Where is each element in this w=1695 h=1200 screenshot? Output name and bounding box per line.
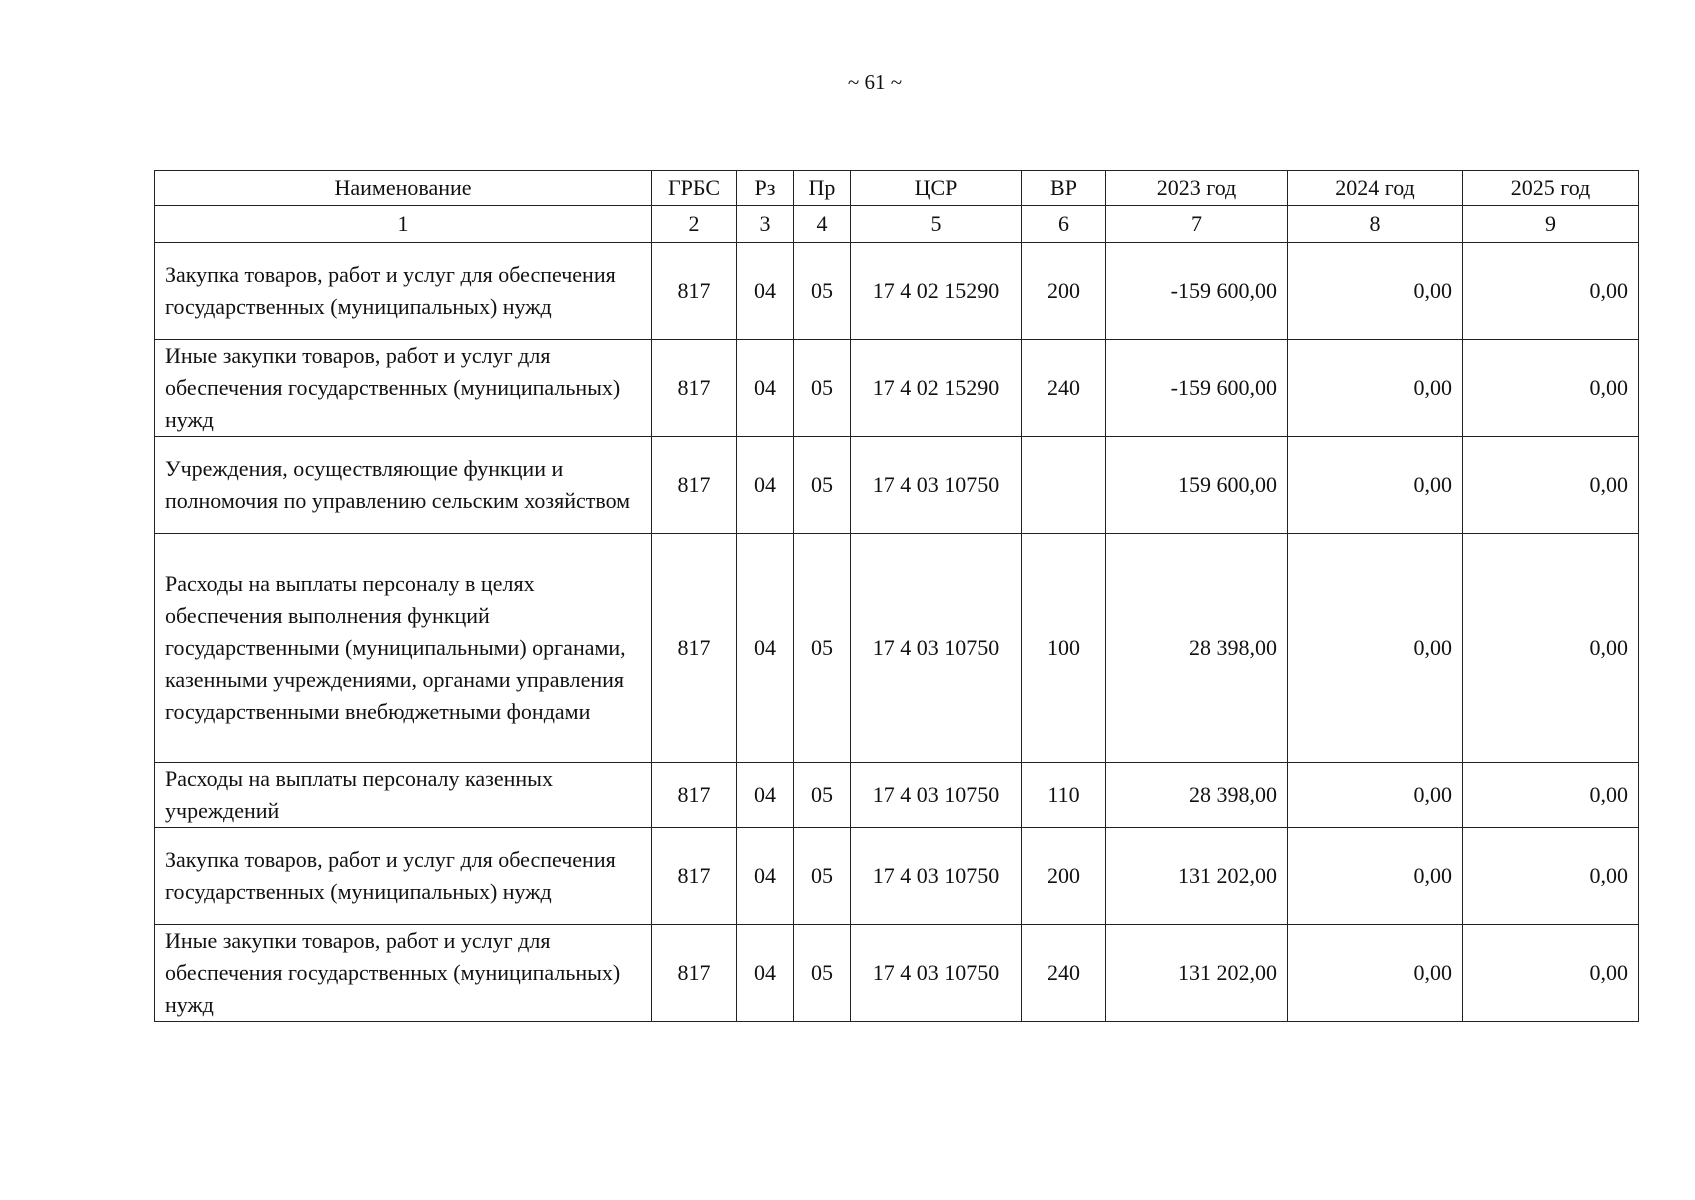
column-number: 1 <box>155 206 652 243</box>
column-number: 4 <box>794 206 851 243</box>
row-rz: 04 <box>737 243 794 340</box>
row-2024: 0,00 <box>1288 828 1463 925</box>
row-vr: 200 <box>1022 828 1106 925</box>
row-vr: 240 <box>1022 340 1106 437</box>
column-number-row <box>155 206 1639 243</box>
row-2024: 0,00 <box>1288 340 1463 437</box>
row-grbs: 817 <box>652 534 737 763</box>
column-number: 9 <box>1463 206 1639 243</box>
row-rz: 04 <box>737 340 794 437</box>
row-rz: 04 <box>737 437 794 534</box>
table-row <box>155 534 1639 763</box>
row-2025: 0,00 <box>1463 437 1639 534</box>
table-row <box>155 828 1639 925</box>
table-row <box>155 243 1639 340</box>
header-csr: ЦСР <box>851 171 1022 206</box>
row-pr: 05 <box>794 828 851 925</box>
row-vr: 240 <box>1022 925 1106 1022</box>
row-2024: 0,00 <box>1288 243 1463 340</box>
row-rz: 04 <box>737 828 794 925</box>
header-2025: 2025 год <box>1463 171 1639 206</box>
row-grbs: 817 <box>652 828 737 925</box>
row-2024: 0,00 <box>1288 925 1463 1022</box>
table-row <box>155 925 1639 1022</box>
row-rz: 04 <box>737 534 794 763</box>
column-number: 5 <box>851 206 1022 243</box>
row-2025: 0,00 <box>1463 828 1639 925</box>
column-number: 2 <box>652 206 737 243</box>
row-csr: 17 4 02 15290 <box>851 243 1022 340</box>
table-row <box>155 340 1639 437</box>
page-number: ~ 61 ~ <box>847 70 903 94</box>
row-pr: 05 <box>794 763 851 828</box>
row-csr: 17 4 03 10750 <box>851 828 1022 925</box>
row-pr: 05 <box>794 534 851 763</box>
row-grbs: 817 <box>652 340 737 437</box>
row-grbs: 817 <box>652 763 737 828</box>
row-2024: 0,00 <box>1288 534 1463 763</box>
row-2023: 131 202,00 <box>1106 828 1288 925</box>
row-csr: 17 4 03 10750 <box>851 534 1022 763</box>
row-2023: 28 398,00 <box>1106 763 1288 828</box>
header-row <box>155 171 1639 206</box>
header-grbs: ГРБС <box>652 171 737 206</box>
row-csr: 17 4 03 10750 <box>851 925 1022 1022</box>
row-2023: 28 398,00 <box>1106 534 1288 763</box>
row-name: Расходы на выплаты персоналу в целях обеспечения выполнения функций государственными (муниципальными) органами, казенными учреждениями, органами управления государственными внебюджетными фондами <box>155 534 652 763</box>
row-2025: 0,00 <box>1463 340 1639 437</box>
row-pr: 05 <box>794 437 851 534</box>
row-name: Расходы на выплаты персоналу казенных учреждений <box>155 763 652 828</box>
row-2023: 159 600,00 <box>1106 437 1288 534</box>
row-name: Иные закупки товаров, работ и услуг для обеспечения государственных (муниципальных) нужд <box>155 340 652 437</box>
row-name: Иные закупки товаров, работ и услуг для обеспечения государственных (муниципальных) нужд <box>155 925 652 1022</box>
row-2024: 0,00 <box>1288 763 1463 828</box>
row-grbs: 817 <box>652 925 737 1022</box>
row-2024: 0,00 <box>1288 437 1463 534</box>
header-vr: ВР <box>1022 171 1106 206</box>
row-rz: 04 <box>737 763 794 828</box>
row-2025: 0,00 <box>1463 763 1639 828</box>
row-2023: -159 600,00 <box>1106 243 1288 340</box>
row-pr: 05 <box>794 243 851 340</box>
row-csr: 17 4 02 15290 <box>851 340 1022 437</box>
row-name: Учреждения, осуществляющие функции и полномочия по управлению сельским хозяйством <box>155 437 652 534</box>
row-name: Закупка товаров, работ и услуг для обеспечения государственных (муниципальных) нужд <box>155 243 652 340</box>
row-2023: -159 600,00 <box>1106 340 1288 437</box>
row-vr <box>1022 437 1106 534</box>
column-number: 7 <box>1106 206 1288 243</box>
row-grbs: 817 <box>652 437 737 534</box>
table-row <box>155 437 1639 534</box>
row-csr: 17 4 03 10750 <box>851 437 1022 534</box>
column-number: 8 <box>1288 206 1463 243</box>
header-2023: 2023 год <box>1106 171 1288 206</box>
row-vr: 100 <box>1022 534 1106 763</box>
row-name: Закупка товаров, работ и услуг для обеспечения государственных (муниципальных) нужд <box>155 828 652 925</box>
row-csr: 17 4 03 10750 <box>851 763 1022 828</box>
table-row <box>155 763 1639 828</box>
column-number: 3 <box>737 206 794 243</box>
header-pr: Пр <box>794 171 851 206</box>
header-2024: 2024 год <box>1288 171 1463 206</box>
row-grbs: 817 <box>652 243 737 340</box>
header-rz: Рз <box>737 171 794 206</box>
row-vr: 110 <box>1022 763 1106 828</box>
row-2023: 131 202,00 <box>1106 925 1288 1022</box>
budget-table <box>154 170 1639 1022</box>
row-2025: 0,00 <box>1463 925 1639 1022</box>
row-pr: 05 <box>794 340 851 437</box>
row-rz: 04 <box>737 925 794 1022</box>
row-vr: 200 <box>1022 243 1106 340</box>
column-number: 6 <box>1022 206 1106 243</box>
header-name: Наименование <box>155 171 652 206</box>
row-2025: 0,00 <box>1463 243 1639 340</box>
row-pr: 05 <box>794 925 851 1022</box>
row-2025: 0,00 <box>1463 534 1639 763</box>
